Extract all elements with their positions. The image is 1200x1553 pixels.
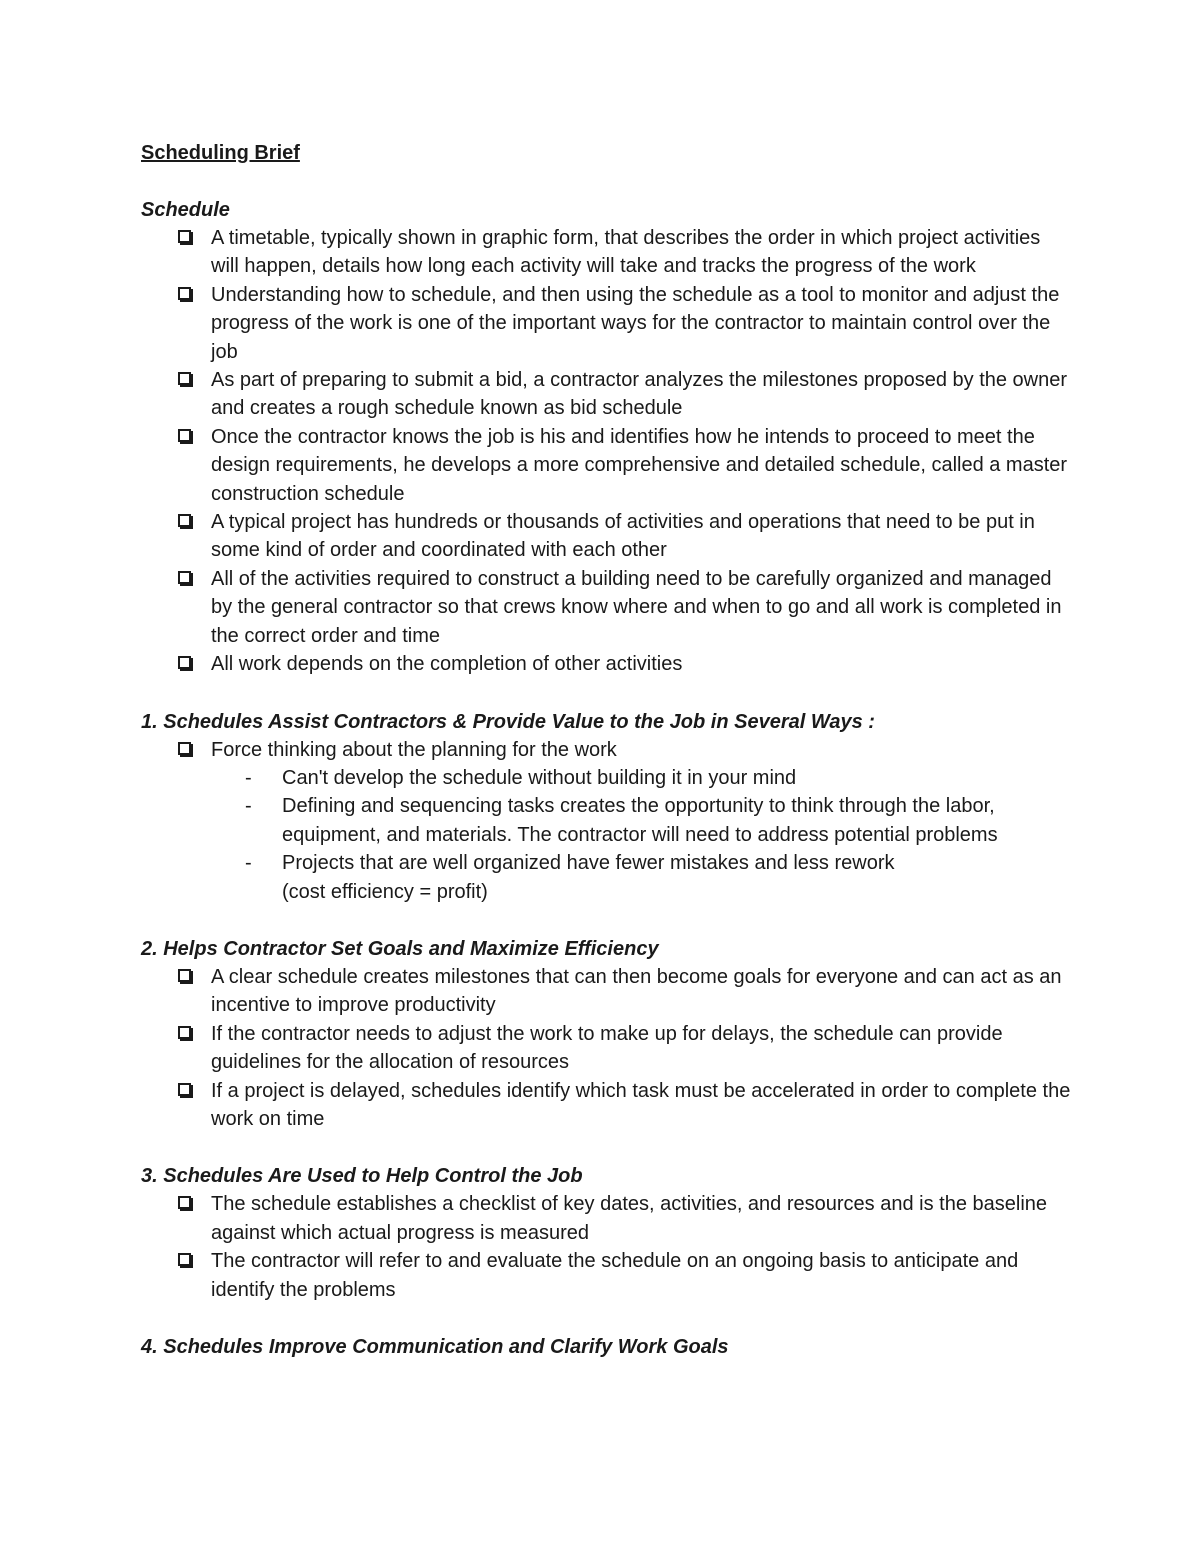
checkbox-icon <box>178 571 191 584</box>
sublist <box>141 764 1071 906</box>
checkbox-icon <box>178 372 191 385</box>
checkbox-icon <box>178 969 191 982</box>
section-improve-communication <box>141 1333 1071 1361</box>
dash-bullet-icon: - <box>245 795 252 818</box>
list-item <box>141 1020 1071 1077</box>
checkbox-icon <box>178 1196 191 1209</box>
section-schedule <box>141 196 1071 679</box>
list-item-text: If a project is delayed, schedules identify which task must be accelerated in order to complete the work on time <box>211 1079 1071 1130</box>
sublist-item-text-continued: (cost efficiency = profit) <box>282 880 488 903</box>
list-item <box>141 224 1071 281</box>
list-item <box>141 281 1071 366</box>
sublist-item <box>141 764 1071 792</box>
list-item <box>141 1247 1071 1304</box>
section-heading: 3. Schedules Are Used to Help Control the Job <box>141 1165 583 1188</box>
section-heading: Schedule <box>141 199 230 221</box>
dash-bullet-icon: - <box>245 766 252 789</box>
sublist-item-text: Can't develop the schedule without building it in your mind <box>282 766 797 789</box>
checkbox-icon <box>178 1253 191 1266</box>
list-item <box>141 508 1071 565</box>
list-item-text: The contractor will refer to and evaluate the schedule on an ongoing basis to anticipate and identify the problems <box>211 1250 1019 1301</box>
checklist <box>141 1190 1071 1304</box>
section-helps-contractor <box>141 935 1071 1133</box>
list-item-text: All work depends on the completion of other activities <box>211 653 683 676</box>
list-item-text: A typical project has hundreds or thousands of activities and operations that need to be put in some kind of order and coordinated with each other <box>211 511 1035 562</box>
section-heading: 2. Helps Contractor Set Goals and Maximize Efficiency <box>141 937 659 960</box>
section-control-the-job <box>141 1162 1071 1304</box>
list-item <box>141 736 1071 764</box>
checkbox-icon <box>178 742 191 755</box>
document-page <box>141 139 1071 1390</box>
checkbox-icon <box>178 230 191 243</box>
list-item-text: As part of preparing to submit a bid, a contractor analyzes the milestones proposed by the owner and creates a rough schedule known as bid schedule <box>211 369 1068 420</box>
checkbox-icon <box>178 287 191 300</box>
section-heading: 4. Schedules Improve Communication and Clarify Work Goals <box>141 1336 729 1358</box>
list-item <box>141 366 1071 423</box>
checkbox-icon <box>178 656 191 669</box>
list-item <box>141 423 1071 508</box>
checklist <box>141 224 1071 679</box>
list-item <box>141 650 1071 678</box>
checkbox-icon <box>178 1026 191 1039</box>
sublist-item-text: Projects that are well organized have fewer mistakes and less rework <box>282 852 895 875</box>
list-item <box>141 1190 1071 1247</box>
sublist-item <box>141 849 1071 906</box>
list-item <box>141 565 1071 650</box>
checkbox-icon <box>178 429 191 442</box>
dash-bullet-icon: - <box>245 852 252 875</box>
list-item <box>141 963 1071 1020</box>
checkbox-icon <box>178 1083 191 1096</box>
list-item-text: The schedule establishes a checklist of key dates, activities, and resources and is the baseline against which actual progress is measured <box>211 1193 1048 1244</box>
section-schedules-assist <box>141 708 1071 906</box>
checkbox-icon <box>178 514 191 527</box>
list-item-text: A timetable, typically shown in graphic form, that describes the order in which project activities will happen, details how long each activity will take and tracks the progress of the work <box>211 227 1041 278</box>
list-item-text: All of the activities required to construct a building need to be carefully organized and managed by the general contractor so that crews know where and when to go and all work is completed in the correct order and time <box>211 567 1062 647</box>
list-item-text: Once the contractor knows the job is his and identifies how he intends to proceed to meet the design requirements, he develops a more comprehensive and detailed schedule, called a master construction schedule <box>211 425 1068 505</box>
list-item-text: Understanding how to schedule, and then using the schedule as a tool to monitor and adjust the progress of the work is one of the important ways for the contractor to maintain control over the job <box>211 283 1060 363</box>
section-heading: 1. Schedules Assist Contractors & Provide Value to the Job in Several Ways : <box>141 710 875 733</box>
list-item-text: If the contractor needs to adjust the work to make up for delays, the schedule can provide guidelines for the allocation of resources <box>211 1022 1003 1074</box>
document-title: Scheduling Brief <box>141 142 300 164</box>
list-item-text: A clear schedule creates milestones that can then become goals for everyone and can act as an incentive to improve productivity <box>211 965 1062 1017</box>
sublist-item <box>141 792 1071 849</box>
sublist-item-text: Defining and sequencing tasks creates the opportunity to think through the labor, equipment, and materials. The contractor will need to address potential problems <box>282 795 998 846</box>
list-item-text: Force thinking about the planning for the work <box>211 738 617 761</box>
list-item <box>141 1077 1071 1134</box>
checklist <box>141 736 1071 764</box>
checklist <box>141 963 1071 1133</box>
